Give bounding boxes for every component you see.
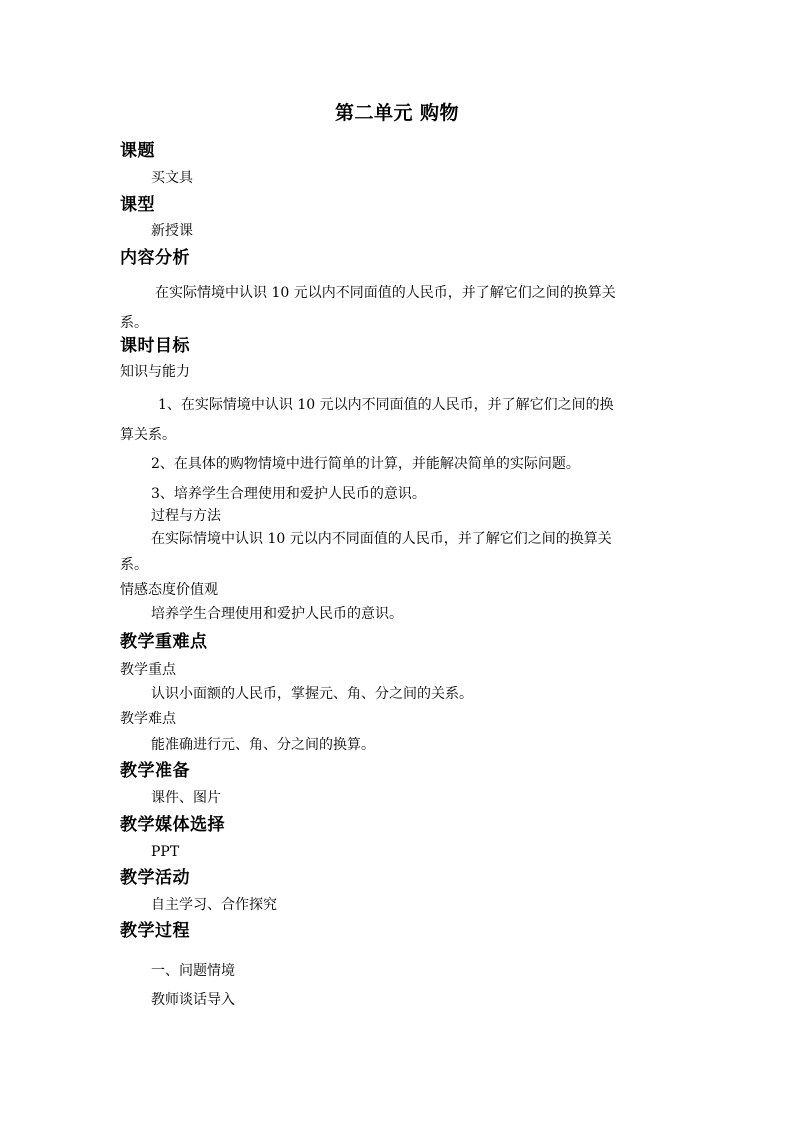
paragraph-guocheng-fangfa-line2: 系。 [120, 557, 148, 573]
paragraph-guocheng-fangfa [120, 526, 682, 578]
heading-zhongnan: 教学重难点 [120, 632, 208, 652]
paragraph-neirong-line1: 在实际情境中认识 10 元以内不同面值的人民币，并了解它们之间的换算关 [155, 285, 616, 301]
heading-zhunbei: 教学准备 [120, 761, 190, 781]
paragraph-mubiao-item1 [120, 390, 682, 450]
text-kexing: 新授课 [151, 223, 193, 239]
text-zhongdian: 认识小面额的人民币，掌握元、角、分之间的关系。 [151, 686, 473, 702]
label-zhongdian: 教学重点 [120, 662, 176, 678]
label-nandian: 教学难点 [120, 711, 176, 727]
heading-guocheng: 教学过程 [120, 921, 190, 941]
paragraph-neirong [120, 278, 682, 338]
text-huodong: 自主学习、合作探究 [151, 897, 277, 913]
text-guocheng-step1: 一、问题情境 [151, 963, 235, 979]
label-zhishi: 知识与能力 [120, 364, 190, 380]
heading-huodong: 教学活动 [120, 868, 190, 888]
text-mubiao-item3: 3、培养学生合理使用和爱护人民币的意识。 [151, 486, 426, 502]
heading-neirong: 内容分析 [120, 248, 190, 268]
text-qinggan: 培养学生合理使用和爱护人民币的意识。 [151, 606, 403, 622]
label-qinggan: 情感态度价值观 [120, 582, 218, 598]
text-meiti: PPT [151, 844, 180, 860]
heading-keti: 课题 [120, 141, 155, 161]
document-title: 第二单元 购物 [334, 102, 460, 124]
label-guocheng-fangfa: 过程与方法 [151, 508, 221, 524]
paragraph-mubiao-item1-line2: 算关系。 [120, 427, 176, 443]
heading-kexing: 课型 [120, 195, 155, 215]
text-zhunbei: 课件、图片 [151, 790, 221, 806]
heading-mubiao: 课时目标 [120, 336, 190, 356]
text-nandian: 能准确进行元、角、分之间的换算。 [151, 737, 375, 753]
text-mubiao-item2: 2、在具体的购物情境中进行简单的计算，并能解决简单的实际问题。 [151, 456, 580, 472]
text-keti: 买文具 [151, 170, 193, 186]
text-guocheng-step1-body: 教师谈话导入 [151, 992, 235, 1008]
paragraph-guocheng-fangfa-line1: 在实际情境中认识 10 元以内不同面值的人民币，并了解它们之间的换算关 [151, 531, 612, 547]
heading-meiti: 教学媒体选择 [120, 815, 225, 835]
paragraph-neirong-line2: 系。 [120, 315, 148, 331]
paragraph-mubiao-item1-line1: 1、在实际情境中认识 10 元以内不同面值的人民币，并了解它们之间的换 [158, 397, 614, 413]
